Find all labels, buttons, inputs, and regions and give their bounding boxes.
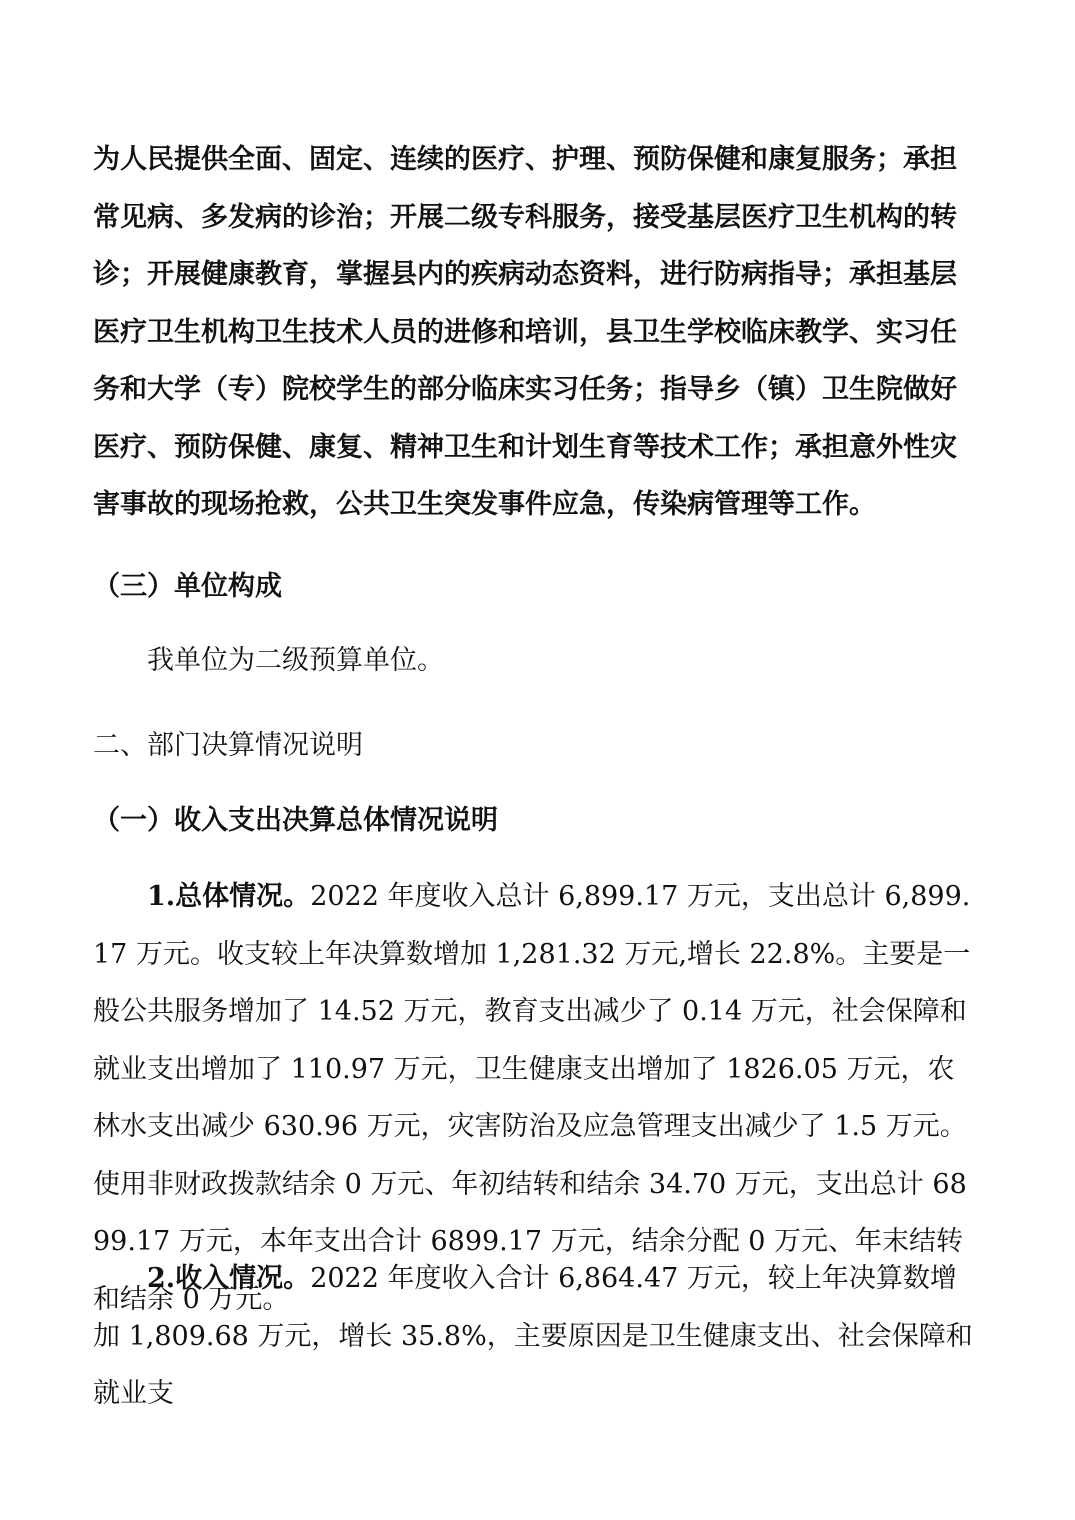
section-3-heading: （三）单位构成 <box>93 571 282 602</box>
intro-paragraph: 为人民提供全面、固定、连续的医疗、护理、预防保健和康复服务；承担常见病、多发病的诊治；开展二级专科服务，接受基层医疗卫生机构的转诊；开展健康教育，掌握县内的疾病动态资料，进行防病指导；承担基层医疗卫生机构卫生技术人员的进修和培训，县卫生学校临床教学、实习任务和大学（专）院校学生的部分临床实习任务；指导乡（镇）卫生院做好医疗、预防保健、康复、精神卫生和计划生育等技术工作；承担意外性灾害事故的现场抢救，公共卫生突发事件应急，传染病管理等工作。 <box>93 144 957 520</box>
subsection-1-heading: （一）收入支出决算总体情况说明 <box>93 805 498 836</box>
income-situation-body: 2022 年度收入合计 6,864.47 万元，较上年决算数增加 1,809.68 万元，增长 35.8%，主要原因是卫生健康支出、社会保障和就业支 <box>93 1263 973 1409</box>
overall-situation-body: 2022 年度收入总计 6,899.17 万元，支出总计 6,899.17 万元。收支较上年决算数增加 1,281.32 万元,增长 22.8%。主要是一般公共服务增加了 14.52 万元，教育支出减少了 0.14 万元，社会保障和就业支出增加了 110.97 万元，卫生健康支出增加了 1826.05 万元，农林水支出减少 630.96 万元，灾害防治及应急管理支出减少了 1.5 万元。使用非财政拨款结余 0 万元、年初结转和结余 34.70 万元，支出总计 6899.17 万元，本年支出合计 6899.17 万元，结余分配 0 万元、年末结转和结余 0 万元。 <box>93 881 971 1315</box>
part-2-heading: 二、部门决算情况说明 <box>93 730 363 761</box>
income-situation-lead: 2.收入情况。 <box>147 1263 311 1294</box>
section-3-body: 我单位为二级预算单位。 <box>147 645 444 676</box>
overall-situation-lead: 1.总体情况。 <box>147 881 311 912</box>
income-situation-paragraph <box>93 1250 973 1423</box>
